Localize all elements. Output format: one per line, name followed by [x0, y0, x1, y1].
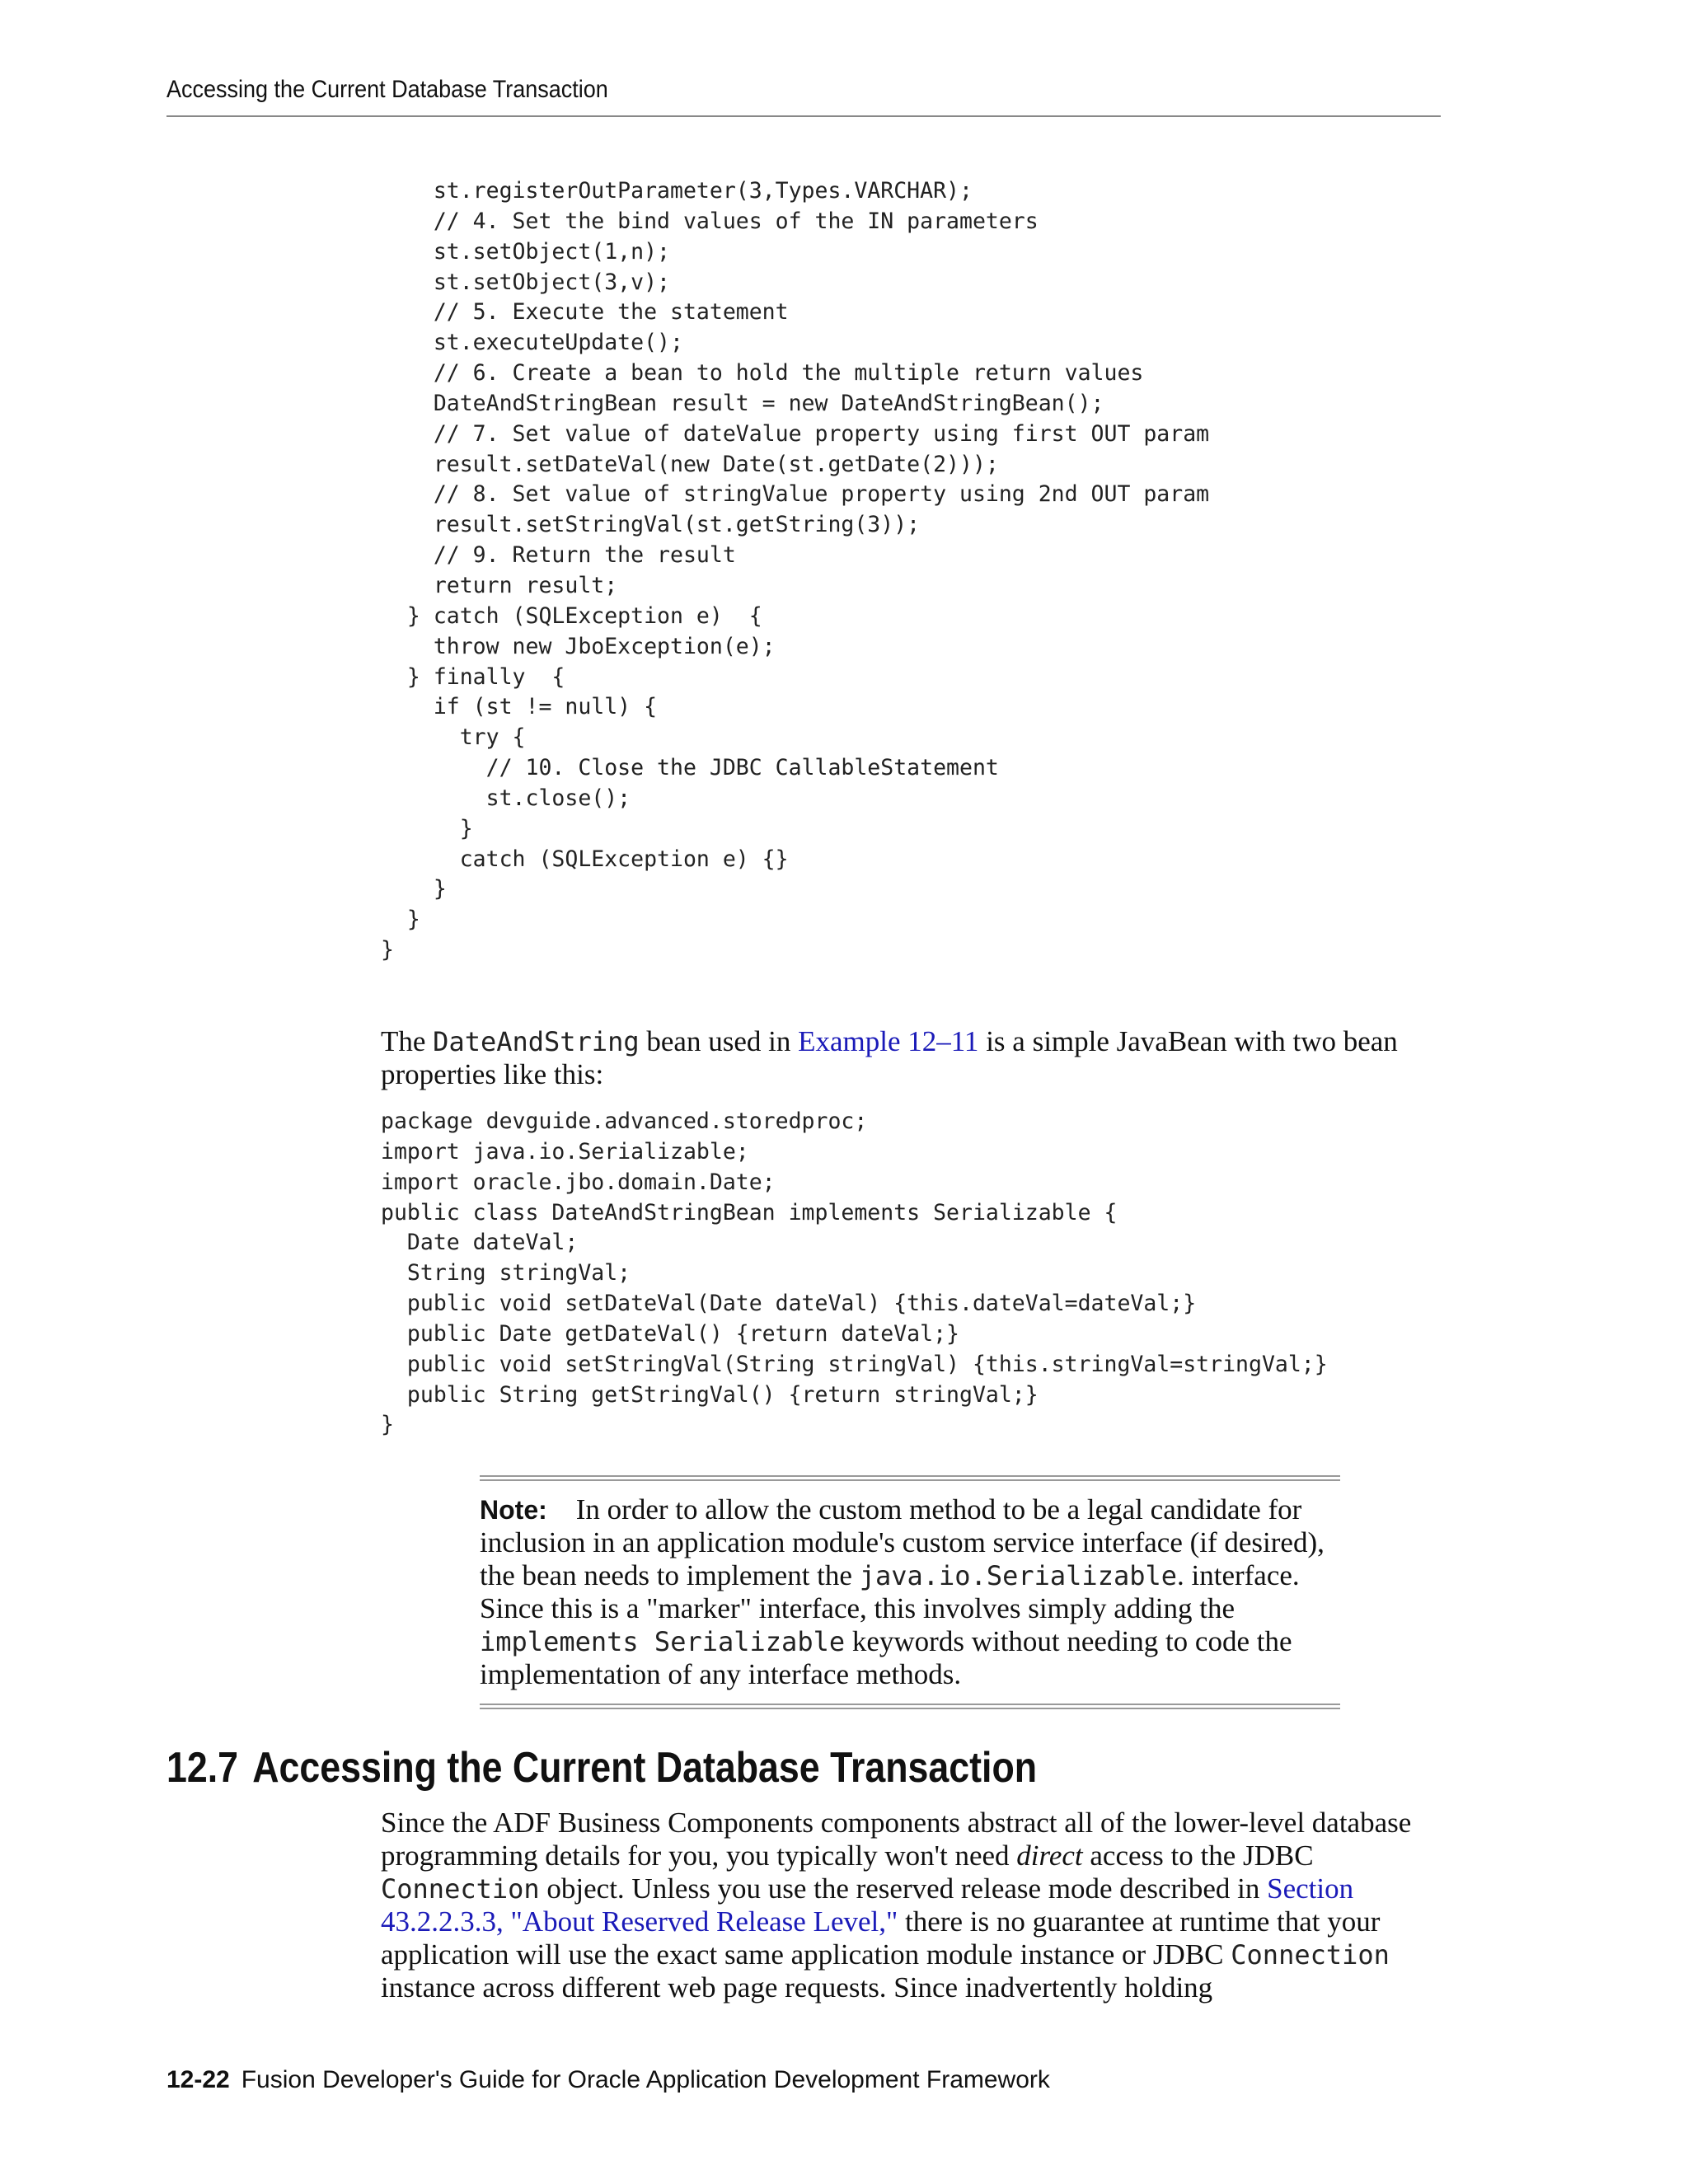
inline-code: Connection — [1231, 1939, 1390, 1971]
code-line: // 6. Create a bean to hold the multiple return values — [381, 360, 1144, 387]
para-text: The — [381, 1025, 434, 1057]
section-title: Accessing the Current Database Transaction — [252, 1744, 1038, 1792]
note-text: In order to allow the custom method to be a legal candidate for inclusion in an application module's custom service interface (if desired), the bean needs to implement the — [480, 1493, 1325, 1591]
code-line: String stringVal; — [381, 1260, 631, 1286]
section-link[interactable]: Section 43.2.2.3.3, "About Reserved Release Level," — [381, 1872, 1354, 1938]
code-line: } — [381, 907, 420, 933]
code-line: // 7. Set value of dateValue property using first OUT param — [381, 420, 1210, 447]
para-text: instance across different web page requests. Since inadvertently holding — [381, 1971, 1213, 2004]
code-line: } — [381, 815, 473, 841]
code-line: // 4. Set the bind values of the IN parameters — [381, 208, 1039, 234]
code-line: st.close(); — [381, 785, 631, 811]
code-line: // 8. Set value of stringValue property using 2nd OUT param — [381, 481, 1210, 508]
code-line: try { — [381, 724, 526, 751]
code-line: st.setObject(1,n); — [381, 238, 670, 265]
code-line: public Date getDateVal() {return dateVal;} — [381, 1320, 959, 1347]
header-rule — [166, 115, 1441, 117]
code-line: result.setStringVal(st.getString(3)); — [381, 512, 921, 538]
code-line: public class DateAndStringBean implements Serializable { — [381, 1199, 1118, 1226]
page-number: 12-22 — [166, 2066, 230, 2093]
running-header: Accessing the Current Database Transaction — [166, 76, 608, 103]
para-text: there is no guarantee at runtime that your application will use the exact same application module instance or JDBC — [381, 1905, 1381, 1971]
code-line: Date dateVal; — [381, 1230, 579, 1256]
code-line: st.registerOutParameter(3,Types.VARCHAR); — [381, 178, 973, 204]
code-line: // 5. Execute the statement — [381, 299, 789, 326]
note-text: . interface. Since this is a "marker" interface, this involves simply adding the — [480, 1559, 1300, 1624]
code-line: } catch (SQLException e) { — [381, 602, 762, 629]
para-text: is a simple JavaBean with two bean properties like this: — [381, 1025, 1398, 1090]
code-line: return result; — [381, 572, 618, 598]
code-line: package devguide.advanced.storedproc; — [381, 1108, 868, 1134]
code-line: import oracle.jbo.domain.Date; — [381, 1169, 776, 1195]
code-line: public void setDateVal(Date dateVal) {this.dateVal=dateVal;} — [381, 1291, 1197, 1317]
inline-code: Connection — [381, 1873, 540, 1905]
code-line: throw new JboException(e); — [381, 633, 776, 659]
note-rule-top — [480, 1475, 1340, 1481]
code-listing-bean — [381, 1107, 1328, 1441]
inline-code: DateAndString — [433, 1026, 640, 1057]
bean-intro-paragraph — [381, 1025, 1444, 1091]
book-title: Fusion Developer's Guide for Oracle Application Development Framework — [241, 2066, 1050, 2093]
code-line: catch (SQLException e) {} — [381, 846, 789, 872]
code-line: import java.io.Serializable; — [381, 1138, 749, 1165]
para-text: bean used in — [639, 1025, 799, 1057]
emphasis-text: direct — [1016, 1840, 1083, 1872]
code-line: } — [381, 876, 447, 902]
code-line: if (st != null) { — [381, 694, 658, 720]
code-line: st.setObject(3,v); — [381, 269, 670, 295]
note-box — [480, 1493, 1345, 1691]
note-text: keywords without needing to code the implementation of any interface methods. — [480, 1625, 1292, 1690]
para-text: Since the ADF Business Components components abstract all of the lower-level database programming details for you, you typically won't need — [381, 1807, 1412, 1872]
para-text: object. Unless you use the reserved release mode described in — [539, 1872, 1268, 1905]
section-body-paragraph — [381, 1807, 1444, 2004]
code-line: public String getStringVal() {return stringVal;} — [381, 1381, 1039, 1408]
running-footer — [166, 2066, 1050, 2094]
code-line: public void setStringVal(String stringVal) {this.stringVal=stringVal;} — [381, 1351, 1328, 1377]
code-line: } — [381, 937, 394, 963]
section-heading — [166, 1743, 1037, 1793]
note-label: Note: — [480, 1495, 547, 1525]
inline-code: java.io.Serializable — [859, 1560, 1178, 1591]
section-number: 12.7 — [166, 1744, 239, 1792]
inline-code: implements Serializable — [480, 1626, 846, 1657]
code-listing-stored-proc — [381, 176, 1209, 966]
code-line: // 9. Return the result — [381, 542, 736, 569]
code-line: result.setDateVal(new Date(st.getDate(2))); — [381, 451, 999, 477]
note-rule-bottom — [480, 1704, 1340, 1709]
code-line: DateAndStringBean result = new DateAndStringBean(); — [381, 390, 1104, 416]
code-line: } — [381, 1412, 394, 1438]
para-text: access to the JDBC — [1082, 1840, 1314, 1872]
code-line: st.executeUpdate(); — [381, 330, 683, 356]
code-line: } finally { — [381, 663, 565, 690]
example-link[interactable]: Example 12–11 — [798, 1025, 979, 1057]
code-line: // 10. Close the JDBC CallableStatement — [381, 755, 999, 781]
